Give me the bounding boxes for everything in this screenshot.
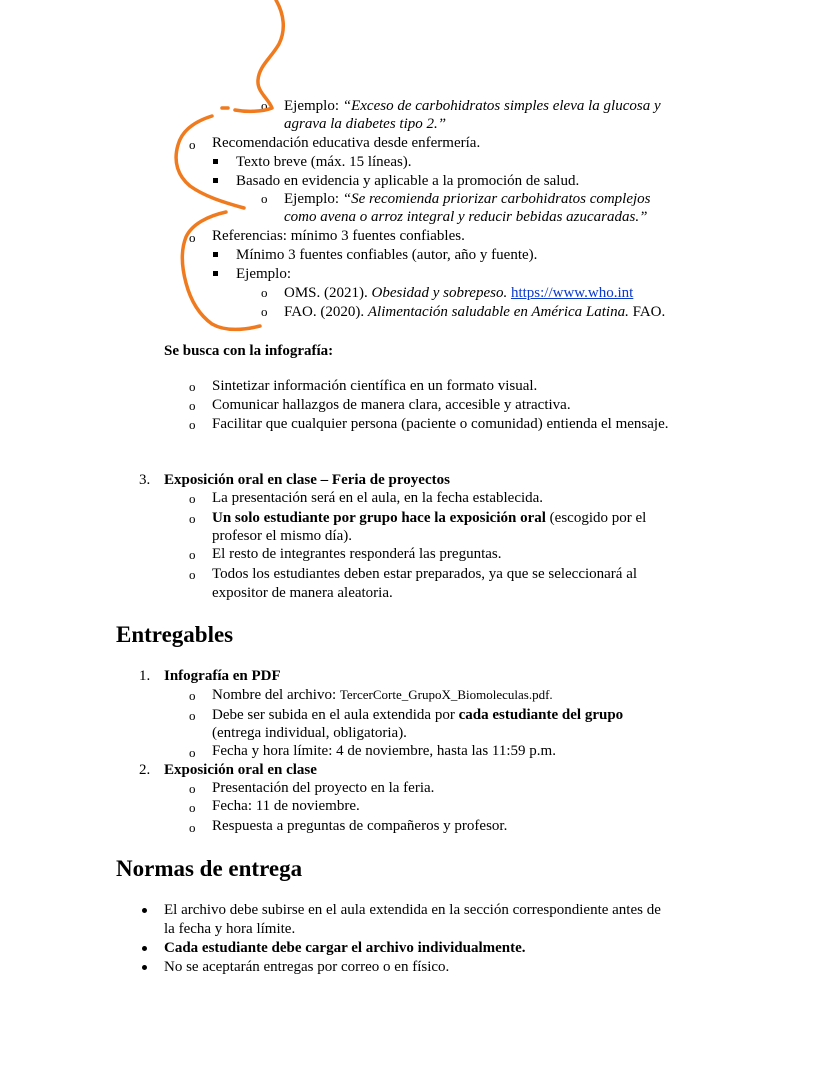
rec-example-quote: “Se recomienda priorizar carbohidratos complejos	[342, 191, 651, 207]
entregable-item: Respuesta a preguntas de compañeros y profesor.	[212, 818, 508, 834]
entregable-item	[212, 706, 623, 724]
circle-bullet-icon: o	[189, 417, 196, 432]
plain-text: Debe ser subida en el aula extendida por	[212, 707, 459, 723]
circle-bullet-icon: o	[189, 745, 196, 760]
ref-suffix: FAO.	[628, 304, 666, 320]
rec-item: Basado en evidencia y aplicable a la promoción de salud.	[236, 173, 580, 189]
goal-item: Sintetizar información científica en un formato visual.	[212, 378, 538, 394]
list-number: 1.	[139, 668, 151, 684]
bold-text: cada estudiante del grupo	[458, 707, 624, 723]
circle-bullet-icon: o	[189, 230, 196, 245]
rec-example-label: Ejemplo:	[284, 191, 339, 207]
entregable-item: Presentación del proyecto en la feria.	[212, 780, 435, 796]
rec-example	[284, 190, 651, 208]
infografia-heading: Se busca con la infografía:	[164, 343, 334, 359]
section3-item: El resto de integrantes responderá las preguntas.	[212, 546, 502, 562]
square-bullet-icon	[213, 252, 218, 257]
ref-title: Alimentación saludable en América Latina.	[367, 304, 629, 320]
plain-text: (escogido por el	[545, 510, 647, 526]
rec-example-quote-cont: como avena o arroz integral y reducir bebidas azucaradas.”	[284, 209, 648, 225]
goal-item: Comunicar hallazgos de manera clara, accesible y atractiva.	[212, 397, 571, 413]
rec-title: Recomendación educativa desde enfermería.	[212, 135, 481, 151]
section-number: 3.	[139, 472, 151, 488]
circle-bullet-icon: o	[189, 781, 196, 796]
section3-title: Exposición oral en clase – Feria de proyectos	[164, 472, 450, 488]
circle-bullet-icon: o	[261, 304, 268, 319]
section3-item: Todos los estudiantes deben estar preparados, ya que se seleccionará al	[212, 566, 638, 582]
circle-bullet-icon: o	[189, 800, 196, 815]
entregable-title: Infografía en PDF	[164, 668, 281, 684]
entregable-item: Fecha y hora límite: 4 de noviembre, hasta las 11:59 p.m.	[212, 743, 556, 759]
circle-bullet-icon: o	[189, 567, 196, 582]
circle-bullet-icon: o	[189, 379, 196, 394]
section3-item: La presentación será en el aula, en la fecha establecida.	[212, 490, 544, 506]
example-quote: “Exceso de carbohidratos simples eleva la glucosa y	[342, 98, 661, 114]
example-glucose	[284, 97, 661, 115]
ref-prefix: FAO. (2020).	[284, 304, 368, 320]
entregable-item-cont: (entrega individual, obligatoria).	[212, 725, 407, 741]
circle-bullet-icon: o	[189, 708, 196, 723]
entregables-heading: Entregables	[116, 622, 234, 647]
normas-heading: Normas de entrega	[116, 856, 303, 881]
circle-bullet-icon: o	[189, 137, 196, 152]
circle-bullet-icon: o	[261, 285, 268, 300]
refs-item: Ejemplo:	[236, 266, 291, 282]
entregable-item: Fecha: 11 de noviembre.	[212, 798, 360, 814]
bold-text: Un solo estudiante por grupo hace la exposición oral	[212, 510, 546, 526]
ref-title: Obesidad y sobrepeso.	[371, 285, 508, 301]
circle-bullet-icon: o	[189, 547, 196, 562]
bullet-dot-icon	[142, 908, 147, 913]
section3-item-cont: profesor el mismo día).	[212, 528, 352, 544]
file-name: TercerCorte_GrupoX_Biomoleculas.pdf.	[339, 687, 553, 702]
circle-bullet-icon: o	[261, 191, 268, 206]
norma-item: Cada estudiante debe cargar el archivo individualmente.	[164, 940, 526, 956]
entregable-item	[212, 686, 553, 704]
example-quote-cont: agrava la diabetes tipo 2.”	[284, 116, 447, 132]
ref-prefix: OMS. (2021).	[284, 285, 372, 301]
norma-item-cont: la fecha y hora límite.	[164, 921, 296, 937]
rec-item: Texto breve (máx. 15 líneas).	[236, 154, 412, 170]
norma-item: El archivo debe subirse en el aula extendida en la sección correspondiente antes de	[164, 902, 661, 918]
square-bullet-icon	[213, 178, 218, 183]
refs-item: Mínimo 3 fuentes confiables (autor, año y fuente).	[236, 247, 538, 263]
list-number: 2.	[139, 762, 151, 778]
refs-title: Referencias: mínimo 3 fuentes confiables.	[212, 228, 465, 244]
circle-bullet-icon: o	[189, 688, 196, 703]
entregable-title: Exposición oral en clase	[164, 762, 317, 778]
who-link[interactable]: https://www.who.int	[510, 285, 634, 301]
square-bullet-icon	[213, 271, 218, 276]
circle-bullet-icon: o	[189, 820, 196, 835]
square-bullet-icon	[213, 159, 218, 164]
circle-bullet-icon: o	[189, 398, 196, 413]
circle-bullet-icon: o	[189, 491, 196, 506]
norma-item: No se aceptarán entregas por correo o en físico.	[164, 959, 450, 975]
reference-oms	[284, 284, 633, 302]
section3-item	[212, 509, 646, 527]
circle-bullet-icon: o	[189, 511, 196, 526]
bullet-dot-icon	[142, 946, 147, 951]
goal-item: Facilitar que cualquier persona (paciente o comunidad) entienda el mensaje.	[212, 416, 669, 432]
reference-fao	[284, 303, 665, 321]
example-label: Ejemplo:	[284, 98, 339, 114]
bullet-dot-icon	[142, 965, 147, 970]
plain-text: Nombre del archivo:	[212, 687, 340, 703]
circle-bullet-icon: o	[261, 98, 268, 113]
section3-item-cont: expositor de manera aleatoria.	[212, 585, 393, 601]
